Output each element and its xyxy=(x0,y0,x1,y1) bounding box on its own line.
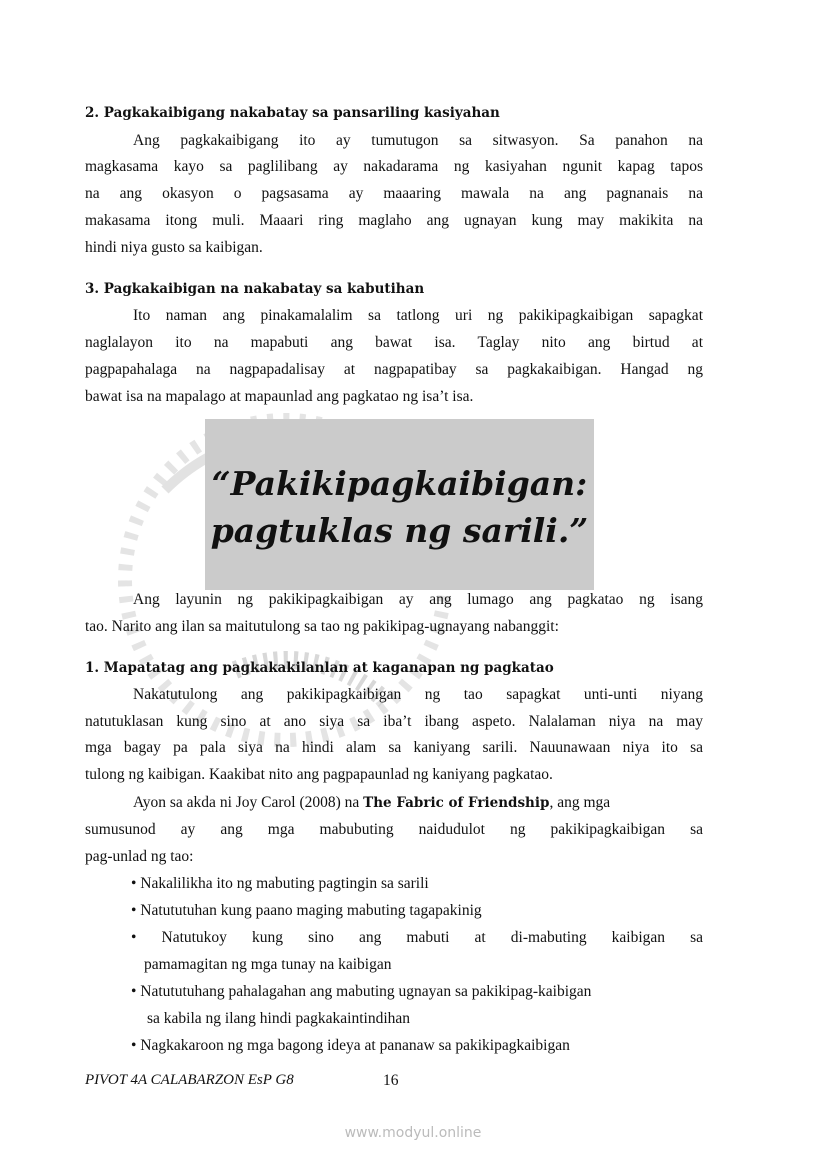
section2-line: hindi niya gusto sa kaibigan. xyxy=(85,239,263,256)
section2-line: makasama itong muli. Maaari ring maglaho ang ugnayan kung may makikita na xyxy=(85,212,703,229)
book-title: The Fabric of Friendship xyxy=(363,795,550,811)
benefit1-line: mga bagay pa pala siya na hindi alam sa kaniyang sarili. Nauunawaan niya ito sa xyxy=(85,739,703,756)
ayon-line xyxy=(133,793,703,813)
ayon-line: pag-unlad ng tao: xyxy=(85,848,194,865)
footer-label: PIVOT 4A CALABARZON EsP G8 xyxy=(85,1072,294,1088)
ayon-line: sumusunod ay ang mga mabubuting naidudulot ng pakikipagkaibigan sa xyxy=(85,821,703,838)
bullet-item: • Natutukoy kung sino ang mabuti at di-mabuting kaibigan sa xyxy=(131,929,703,946)
bullet-item: • Natututuhang pahalagahan ang mabuting ugnayan sa pakikipag-kaibigan xyxy=(131,983,592,1000)
section2-heading: 2. Pagkakaibigang nakabatay sa pansariling kasiyahan xyxy=(85,105,500,121)
bullet-item-continuation: pamamagitan ng mga tunay na kaibigan xyxy=(144,956,392,973)
ayon-post: , ang mga xyxy=(549,794,611,811)
section3-line: Ito naman ang pinakamalalim sa tatlong uri ng pakikipagkaibigan sapagkat xyxy=(133,307,703,324)
bullet-item: • Nakalilikha ito ng mabuting pagtingin sa sarili xyxy=(131,875,429,892)
benefit1-line: tulong ng kaibigan. Kaakibat nito ang pagpapaunlad ng kaniyang pagkatao. xyxy=(85,766,553,783)
quote-box xyxy=(205,419,594,590)
watermark-url: www.modyul.online xyxy=(344,1125,482,1141)
section3-heading: 3. Pagkakaibigan na nakabatay sa kabutihan xyxy=(85,281,425,297)
page-number: 16 xyxy=(383,1072,399,1089)
section2-line: magkasama kayo sa paglilibang ay nakadarama ng kasiyahan ngunit kapag tapos xyxy=(85,158,703,175)
ayon-pre: Ayon sa akda ni Joy Carol (2008) na xyxy=(133,794,364,811)
intro-line: Ang layunin ng pakikipagkaibigan ay ang lumago ang pagkatao ng isang xyxy=(133,591,703,608)
section3-line: naglalayon ito na mapabuti ang bawat isa. Taglay nito ang birtud at xyxy=(85,334,703,351)
section3-line: bawat isa na mapalago at mapaunlad ang pagkatao ng isa’t isa. xyxy=(85,388,474,405)
section2-line: Ang pagkakaibigang ito ay tumutugon sa sitwasyon. Sa panahon na xyxy=(133,132,703,149)
section3-line: pagpapahalaga na nagpapadalisay at nagpapatibay sa pagkakaibigan. Hangad ng xyxy=(85,361,703,378)
benefit1-heading: 1. Mapatatag ang pagkakakilanlan at kaganapan ng pagkatao xyxy=(85,660,554,676)
intro-line: tao. Narito ang ilan sa maitutulong sa tao ng pakikipag-ugnayang nabanggit: xyxy=(85,618,559,635)
benefit1-line: natutuklasan kung sino at ano siya sa iba’t ibang aspeto. Nalalaman niya na may xyxy=(85,713,703,730)
quote-line-2: pagtuklas ng sarili.” xyxy=(210,511,589,550)
bullet-item-continuation: sa kabila ng ilang hindi pagkakaintindihan xyxy=(147,1010,411,1027)
bullet-item: • Nagkakaroon ng mga bagong ideya at pananaw sa pakikipagkaibigan xyxy=(131,1037,570,1054)
quote-line-1: “Pakikipagkaibigan: xyxy=(211,464,588,503)
benefit1-line: Nakatutulong ang pakikipagkaibigan ng tao sapagkat unti-unti niyang xyxy=(133,686,703,703)
section2-line: na ang okasyon o pagsasama ay maaaring mawala na ang pagnanais na xyxy=(85,185,703,202)
bullet-item: • Natututuhan kung paano maging mabuting tagapakinig xyxy=(131,902,482,919)
